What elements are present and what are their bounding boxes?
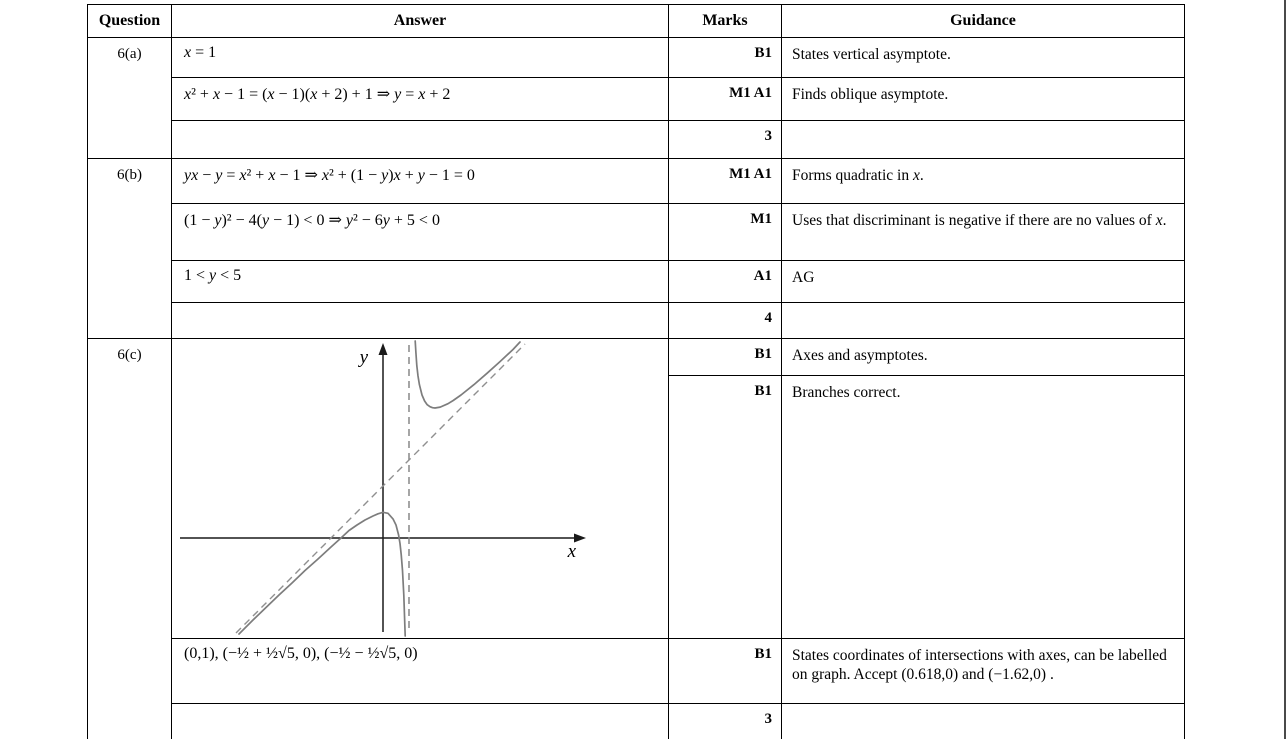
guidance-6c-2: Branches correct. xyxy=(782,376,1185,639)
guidance-6b-1: Forms quadratic in x. xyxy=(782,159,1185,204)
guidance-6c-1: Axes and asymptotes. xyxy=(782,339,1185,376)
answer-6b-3: 1 < y < 5 xyxy=(172,261,669,303)
y-axis-label: y xyxy=(359,347,368,368)
table-row xyxy=(88,159,1185,204)
question-label-6a: 6(a) xyxy=(88,38,172,159)
graph-cell xyxy=(172,339,669,639)
guidance-6a-empty xyxy=(782,121,1185,159)
total-6c: 3 xyxy=(669,704,782,739)
table-row xyxy=(88,121,1185,159)
table-row xyxy=(88,303,1185,339)
table-row xyxy=(88,78,1185,121)
guidance-6b-3: AG xyxy=(782,261,1185,303)
curve-sketch-graph xyxy=(172,339,667,637)
table-row xyxy=(88,38,1185,78)
table-row xyxy=(88,339,1185,376)
question-label-6c: 6(c) xyxy=(88,339,172,739)
answer-6b-2: (1 − y)² − 4(y − 1) < 0 ⇒ y² − 6y + 5 < 0 xyxy=(172,204,669,261)
table-row xyxy=(88,204,1185,261)
header-answer: Answer xyxy=(172,5,669,38)
curve-right-branch xyxy=(415,341,520,408)
guidance-6c-coords: States coordinates of intersections with axes, can be labelled on graph. Accept (0.618,0) and (−1.62,0) . xyxy=(782,639,1185,704)
table-row xyxy=(88,261,1185,303)
answer-6a-1: x = 1 xyxy=(172,38,669,78)
header-guidance: Guidance xyxy=(782,5,1185,38)
answer-6c-empty xyxy=(172,704,669,739)
guidance-6b-2: Uses that discriminant is negative if there are no values of x. xyxy=(782,204,1185,261)
page-edge-line xyxy=(1284,0,1286,739)
table-row xyxy=(88,639,1185,704)
question-label-6b: 6(b) xyxy=(88,159,172,339)
answer-6a-empty xyxy=(172,121,669,159)
curve-left-branch xyxy=(239,512,405,636)
total-6a: 3 xyxy=(669,121,782,159)
header-row xyxy=(88,5,1185,38)
marks-6b-1: M1 A1 xyxy=(669,159,782,204)
header-question: Question xyxy=(88,5,172,38)
x-axis-label: x xyxy=(567,541,576,562)
answer-6b-1: yx − y = x² + x − 1 ⇒ x² + (1 − y)x + y − 1 = 0 xyxy=(172,159,669,204)
marks-6c-1: B1 xyxy=(669,339,782,376)
guidance-6a-2: Finds oblique asymptote. xyxy=(782,78,1185,121)
guidance-6a-1: States vertical asymptote. xyxy=(782,38,1185,78)
guidance-6c-empty xyxy=(782,704,1185,739)
answer-6a-2: x² + x − 1 = (x − 1)(x + 2) + 1 ⇒ y = x + 2 xyxy=(172,78,669,121)
marks-6b-2: M1 xyxy=(669,204,782,261)
marks-6c-coords: B1 xyxy=(669,639,782,704)
y-axis-arrow-icon xyxy=(379,343,388,355)
guidance-6b-empty xyxy=(782,303,1185,339)
marks-6a-2: M1 A1 xyxy=(669,78,782,121)
marks-6a-1: B1 xyxy=(669,38,782,78)
marks-6c-2: B1 xyxy=(669,376,782,639)
answer-6b-empty xyxy=(172,303,669,339)
header-marks: Marks xyxy=(669,5,782,38)
total-6b: 4 xyxy=(669,303,782,339)
mark-scheme-table xyxy=(87,4,1185,739)
answer-6c-coords: (0,1), (−½ + ½√5, 0), (−½ − ½√5, 0) xyxy=(172,639,669,704)
table-row xyxy=(88,704,1185,739)
marks-6b-3: A1 xyxy=(669,261,782,303)
oblique-asymptote-dashed-line xyxy=(236,344,525,633)
